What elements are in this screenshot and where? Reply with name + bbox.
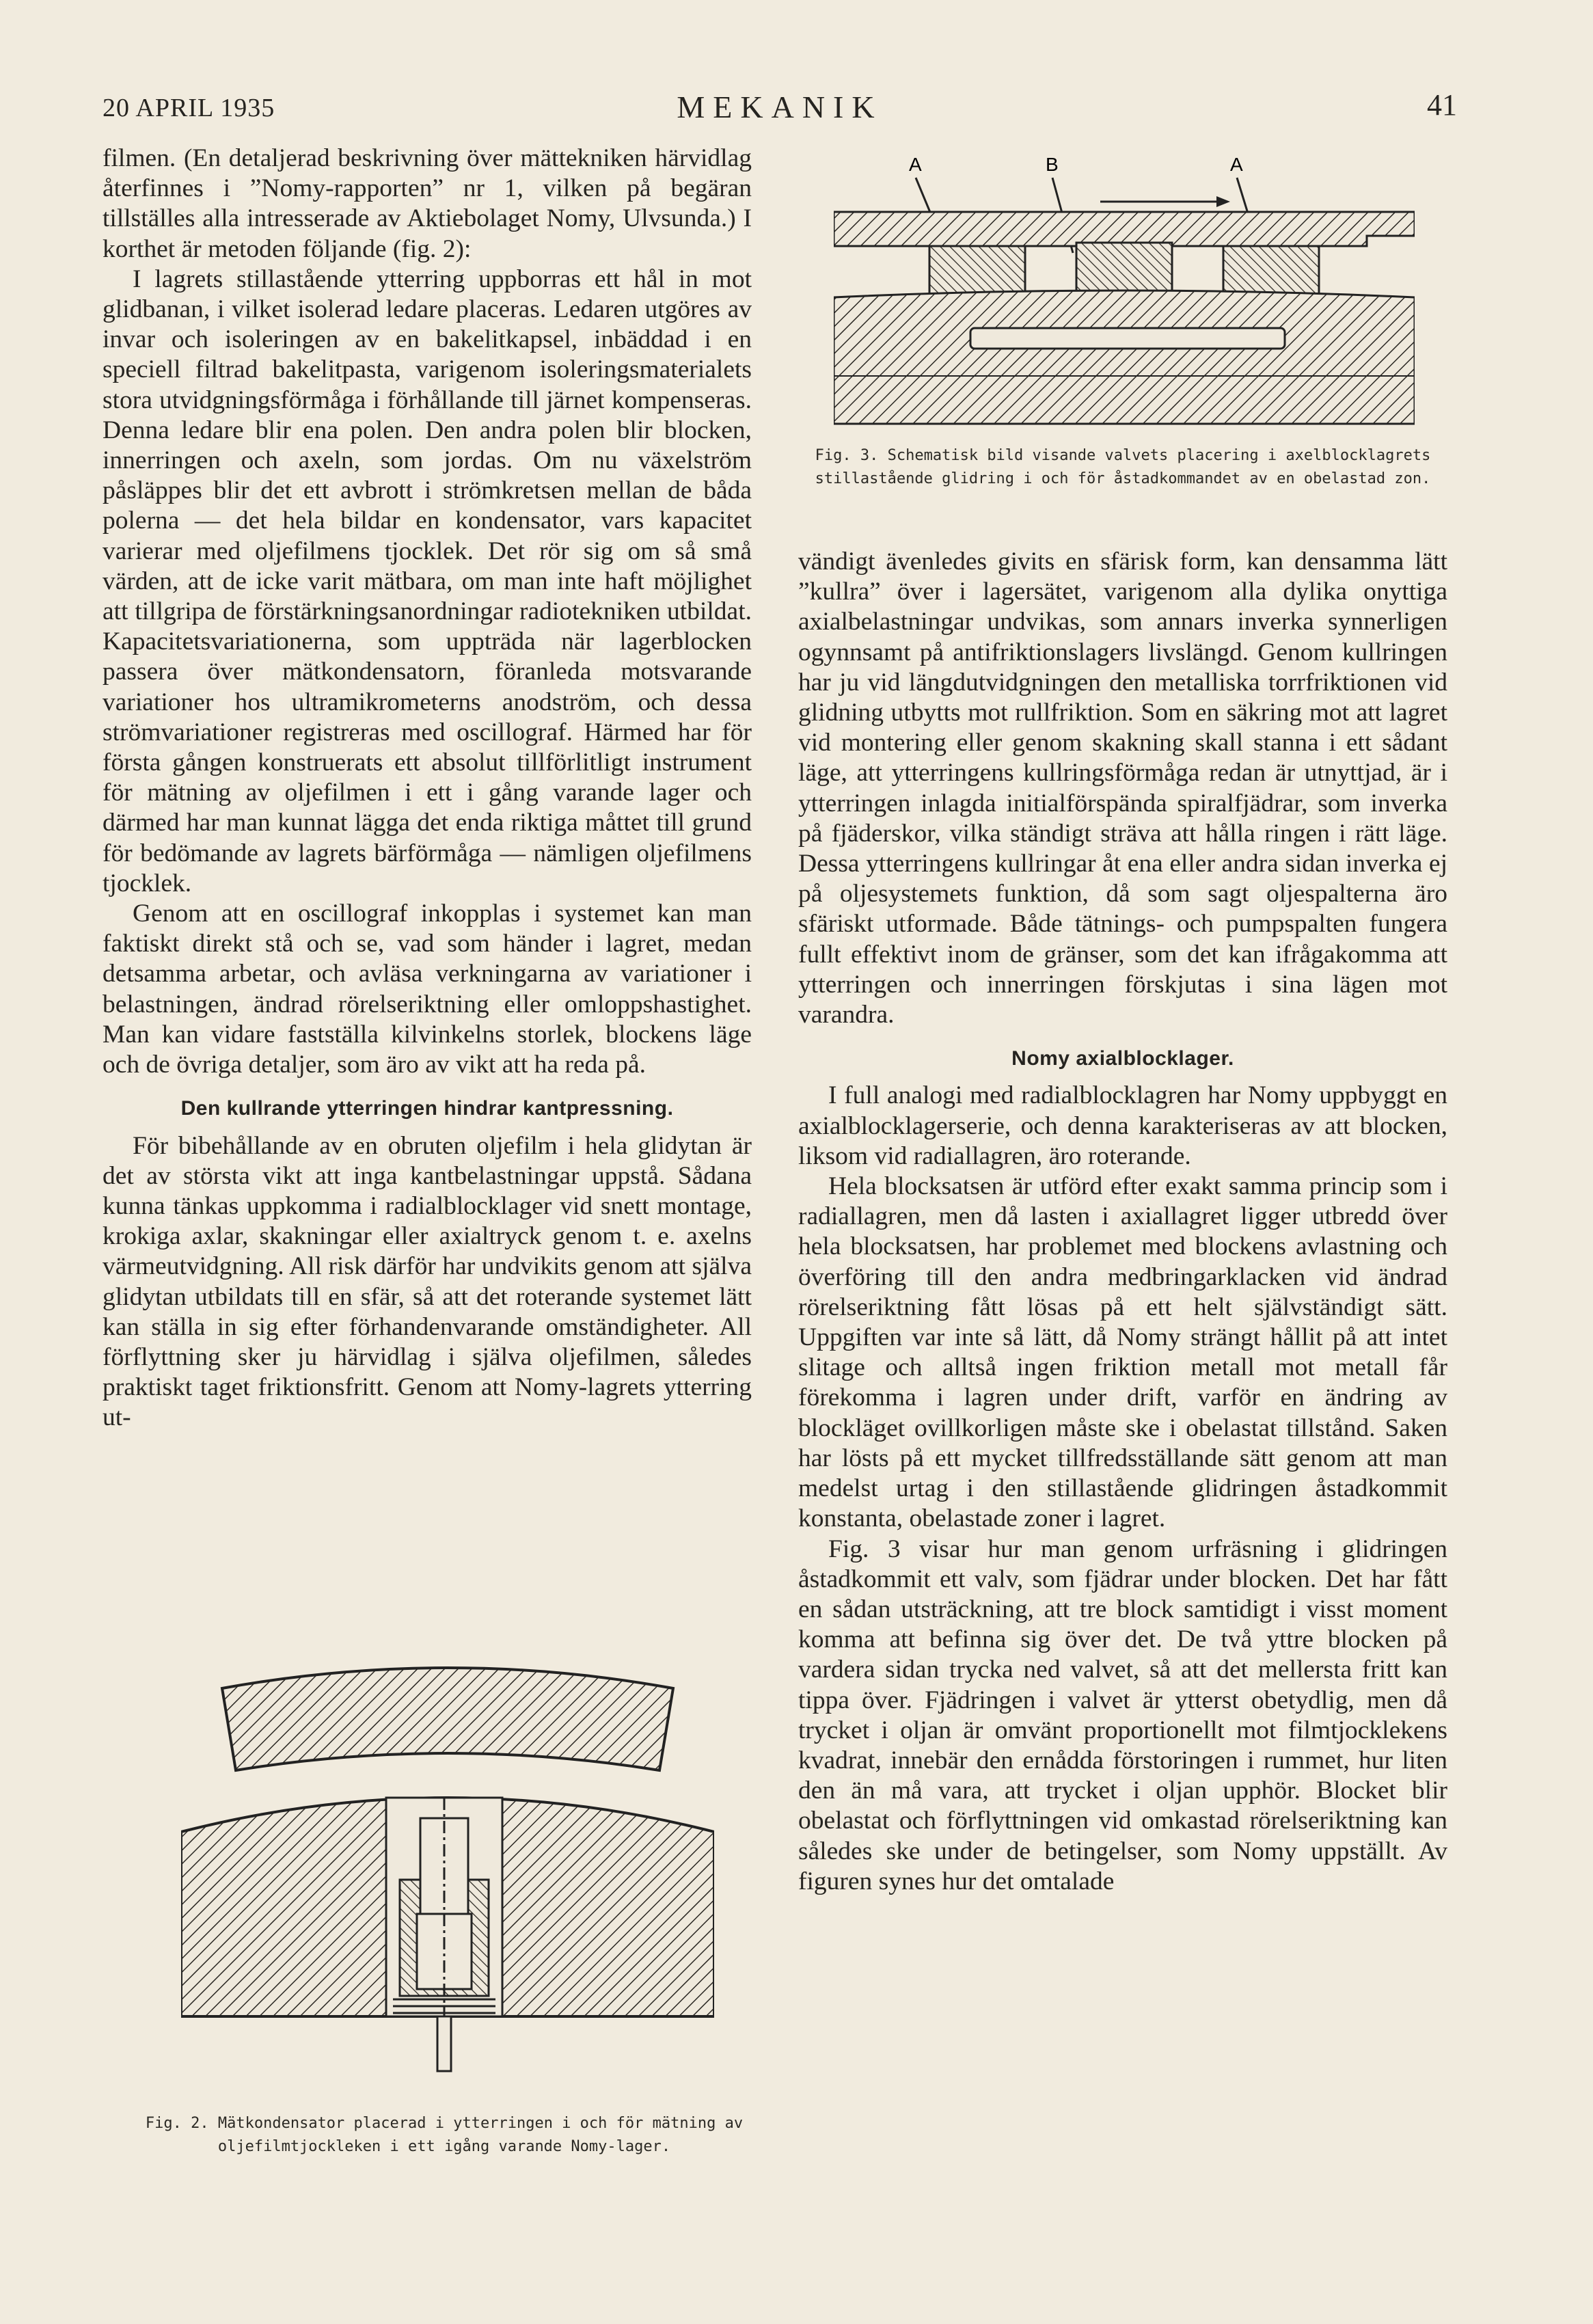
figure-3-arch-diagram bbox=[834, 150, 1415, 437]
paragraph: Hela blocksatsen är utförd efter exakt samma princip som i radiallagren, men då lasten i axiallagret ligger utbredd över hela blocksatsen, har problemet med blockens avlastning och överföring till den andra medbringarklacken vid ändrad rörelseriktning fått lösas på ett helt självständigt sätt. Uppgiften var inte så lätt, då Nomy strängt hållit på att intet slitage och alltså ingen friktion metall mot metall får förekomma i lagren under drift, varför en ändring av blockläget ovillkorligen måste ske i obelastat tillstånd. Saken har lösts på ett mycket tillfredsställande sätt genom att man medelst urtag i den stillastående glidringen åstadkommit konstanta, obelastade zoner i lagret. bbox=[798, 1172, 1447, 1533]
paragraph: filmen. (En detaljerad beskrivning över mättekniken härvidlag återfinnes i ”Nomy-rapporten” nr 1, vilken på begäran tillställes alla intresserade av Aktiebolaget Nomy, Ulvsunda.) I korthet är metoden följande (fig. 2): bbox=[103, 144, 752, 263]
figure-2-measuring-capacitor bbox=[181, 1661, 714, 2098]
issue-date: 20 APRIL 1935 bbox=[103, 94, 275, 122]
paragraph: Fig. 3 visar hur man genom urfräsning i glidringen åstadkommit ett valv, som fjädrar under blocken. Det har fått en sådan utsträckning, att tre block samtidigt i visst moment komma att befinna sig över det. De två yttre blocken på vardera sidan trycka ned valvet, så att det mellersta fritt kan tippa över. Fjädringen i valvet är ytterst obetydlig, men då trycket i oljan är omvänt proportionellt mot filmtjocklekens kvadrat, innebär den ernådda förstoringen i rummet, hur liten den än må vara, att trycket i oljan upphör. Blocket blir obelastat och förflyttningen vid omkastad rörelseriktning kan således ske under de betingelser, som Nomy uppställt. Av figuren synes hur det omtalade bbox=[798, 1535, 1447, 1895]
paragraph: I full analogi med radialblocklagren har Nomy uppbyggt en axialblocklagerserie, och denna karakteriseras av att blocken, liksom vid radiallagren, äro roterande. bbox=[798, 1081, 1447, 1170]
section-heading: Den kullrande ytterringen hindrar kantpressning. bbox=[180, 1097, 674, 1120]
paragraph: För bibehållande av en obruten oljefilm i hela glidytan är det av största vikt att inga kantbelastningar uppstå. Sådana kunna tänkas uppkomma i radialblocklager vid snett montage, krokiga axlar, skakningar eller axialtryck genom t. e. axelns värmeutvidgning. All risk därför har undvikits genom att själva glidytan utbildats till en sfär, så att det roterande systemet lätt kan ställa in sig efter förhandenvarande omständigheter. All förflyttning sker ju härvidlag i själva oljefilmen, således praktiskt taget friktionsfritt. Genom att Nomy-lagrets ytterring ut- bbox=[103, 1131, 752, 1432]
figure-2-caption: Fig. 2. Mätkondensator placerad i ytterringen i och för mätning av oljefilmtjockleken i ett igång varande Nomy-lager. bbox=[145, 2115, 744, 2155]
page-header bbox=[103, 87, 1457, 129]
figure-3-drawing bbox=[834, 150, 1415, 437]
figure-2-drawing bbox=[181, 1661, 714, 2098]
label-b: B bbox=[1046, 154, 1059, 175]
right-column bbox=[798, 547, 1447, 1897]
paragraph: Genom att en oscillograf inkopplas i systemet kan man faktiskt direkt stå och se, vad som händer i lagret, medan detsamma arbetar, och avläsa verkningarna av variationer i belastningen, ändrad rörelseriktning eller omloppshastighet. Man kan vidare fastställa kilvinkelns storlek, blockens läge och de övriga detaljer, som äro av vikt att ha reda på. bbox=[103, 900, 752, 1079]
left-column bbox=[103, 144, 752, 1433]
label-a-right: A bbox=[1230, 154, 1243, 175]
paragraph: vändigt ävenledes givits en sfärisk form, kan densamma lätt ”kullra” över i lagersätet, varigenom alla dylika onyttiga axialbelastningar undvikas, som annars inverka synnerligen ogynnsamt på antifriktionslagers livslängd. Genom kullringen har ju vid längdutvidgningen den metalliska torrfriktionen vid glidning utbytts mot rullfriktion. Som en säkring mot att lagret vid montering eller genom skakning skall stanna i ett sådant läge, att ytterringens kullringsförmåga redan är utnyttjad, är i ytterringen inlagda initialförspända spiralfjädrar, som inverka på fjäderskor, vilka ständigt sträva att hålla ringen i rätt läge. Dessa ytterringens kullringar åt ena eller andra sidan inverka ej på oljesystemets funktion, då som sagt oljespalterna äro sfäriskt utformade. Både tätnings- och pumpspalten fungera fullt effektivt inom de gränser, som det kan ifrågakomma att ytterringen och innerringen förskjutas i sina lägen mot varandra. bbox=[798, 548, 1447, 1029]
figure-3-caption: Fig. 3. Schematisk bild visande valvets placering i axelblocklagrets stillastående glidring i och för åstadkommandet av en obelastad zon. bbox=[815, 447, 1431, 487]
page-number: 41 bbox=[1427, 88, 1457, 122]
journal-title: MEKANIK bbox=[677, 90, 883, 124]
paragraph: I lagrets stillastående ytterring uppborras ett hål in mot glidbanan, i vilket isolerad ledare placeras. Ledaren utgöres av invar och isoleringen av en bakelitkapsel, inbäddad i en speciell filtrad bakelitpasta, varigenom isoleringsmaterialets stora utvidgningsförmåga i förhållande till järnet kompenseras. Denna ledare blir ena polen. Den andra polen blir blocken, innerringen och axeln, som jordas. Om nu växelström påsläppes blir det ett avbrott i strömkretsen mellan de båda polerna — det hela bildar en kondensator, vars kapacitet varierar med oljefilmens tjocklek. Det rör sig om så små värden, att de icke varit mätbara, om man inte haft möjlighet att tillgripa de förstärkningsanordningar radiotekniken utbildat. Kapacitetsvariationerna, som uppträda när lagerblocken passera över mätkondensatorn, föranleda motsvarande variationer hos ultramikrometerns anodström, och dessa strömvariationer registreras med oscillograf. Härmed har för första gången konstruerats ett absolut tillförlitligt instrument för mätning av oljefilmen i ett i gång varande lager och därmed har man kunnat lägga det enda riktiga måttet till grund för bedömande av lagrets bärförmåga — nämligen oljefilmens tjocklek. bbox=[103, 265, 752, 897]
label-a-left: A bbox=[909, 154, 922, 175]
section-heading: Nomy axialblocklager. bbox=[1011, 1047, 1234, 1070]
